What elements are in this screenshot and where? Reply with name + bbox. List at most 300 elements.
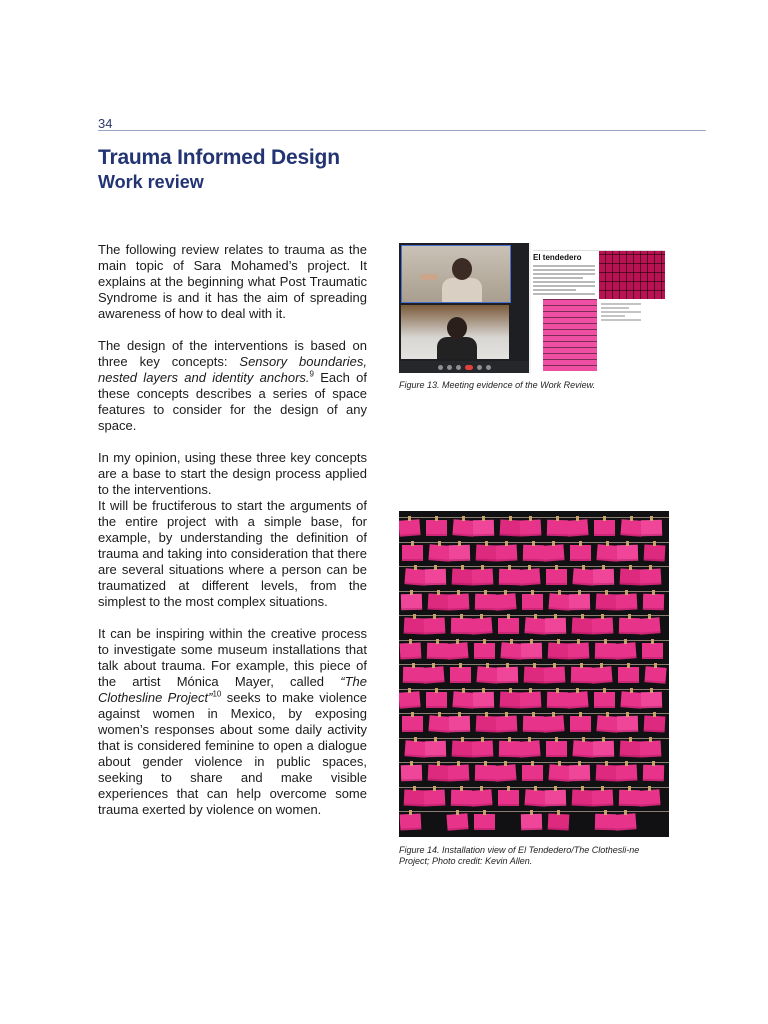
clothespin — [412, 663, 415, 668]
clothespin — [648, 786, 651, 791]
pink-note — [546, 569, 567, 585]
clothespin — [649, 565, 652, 570]
figure-13-image — [399, 243, 667, 373]
pink-note — [520, 691, 542, 708]
pink-note — [446, 813, 468, 831]
clothespin — [505, 712, 508, 717]
pink-note — [596, 764, 618, 781]
pink-note — [542, 715, 564, 733]
clothespin — [629, 565, 632, 570]
pink-note — [638, 617, 660, 635]
clothespin — [605, 761, 608, 766]
clothespin — [576, 516, 579, 521]
pink-note — [452, 740, 474, 757]
clothespin — [483, 639, 486, 644]
clothespin — [410, 590, 413, 595]
clothespin — [504, 590, 507, 595]
pink-note — [451, 789, 472, 806]
pink-note — [476, 544, 498, 561]
pink-note — [427, 642, 448, 659]
pink-note — [496, 544, 518, 561]
clothespin — [603, 688, 606, 693]
pink-note — [424, 617, 446, 634]
clothespin — [532, 541, 535, 546]
clothespin — [554, 614, 557, 619]
clothespin — [413, 614, 416, 619]
pink-note — [497, 667, 518, 684]
pink-note — [592, 617, 614, 634]
clothespin — [630, 688, 633, 693]
clothesline-wire — [399, 689, 669, 690]
clothespin — [456, 639, 459, 644]
clothespin — [462, 688, 465, 693]
pink-note — [400, 813, 422, 830]
clothespin — [414, 565, 417, 570]
clothesline-wire — [399, 517, 669, 518]
clothespin — [411, 712, 414, 717]
clothespin — [555, 737, 558, 742]
clothespin — [482, 516, 485, 521]
clothespin — [626, 712, 629, 717]
clothespin — [510, 639, 513, 644]
pink-note — [566, 691, 588, 709]
clothespin — [554, 786, 557, 791]
clothespin — [459, 663, 462, 668]
clothespin — [481, 737, 484, 742]
pink-note — [619, 618, 640, 635]
clothespin — [413, 786, 416, 791]
pink-note — [422, 666, 444, 684]
clothespin — [480, 786, 483, 791]
pink-note — [620, 740, 642, 757]
pink-note — [640, 568, 662, 585]
clothespin — [534, 786, 537, 791]
pink-note — [470, 789, 492, 807]
pink-note — [518, 740, 540, 758]
pink-note — [524, 617, 546, 635]
clothespin — [625, 761, 628, 766]
clothespin — [528, 737, 531, 742]
clothespin — [553, 663, 556, 668]
pink-note — [644, 715, 666, 732]
figure-13-caption: Figure 13. Meeting evidence of the Work Review. — [399, 380, 596, 390]
clothespin — [408, 688, 411, 693]
clothespin — [653, 541, 656, 546]
clothespin — [532, 712, 535, 717]
clothespin — [509, 516, 512, 521]
pink-note — [402, 545, 423, 561]
pink-note — [641, 520, 662, 537]
pink-note — [498, 618, 519, 634]
clothespin — [408, 516, 411, 521]
pink-note — [448, 764, 470, 781]
pink-note — [570, 716, 591, 732]
clothespin — [534, 614, 537, 619]
clothespin — [654, 663, 657, 668]
website-photo-1 — [599, 251, 665, 299]
pink-note — [547, 520, 568, 537]
pink-note — [594, 520, 615, 536]
clothespin — [414, 737, 417, 742]
clothespin — [604, 639, 607, 644]
pink-note — [620, 691, 642, 709]
pink-note — [548, 813, 570, 830]
figure-14-image — [399, 511, 669, 837]
clothespin — [437, 761, 440, 766]
pink-note — [494, 593, 516, 611]
clothespin — [483, 810, 486, 815]
body-text-column — [98, 242, 367, 818]
pink-note — [428, 715, 450, 733]
clothespin — [529, 688, 532, 693]
clothespin — [627, 663, 630, 668]
clothespin — [409, 810, 412, 815]
pink-note — [475, 593, 496, 610]
pink-note — [617, 544, 638, 561]
clothespin — [606, 541, 609, 546]
clothespin — [508, 565, 511, 570]
pink-note — [402, 716, 423, 732]
clothespin — [486, 663, 489, 668]
pink-note — [569, 765, 590, 782]
clothespin — [530, 810, 533, 815]
pink-note — [470, 617, 492, 635]
pink-note — [452, 519, 474, 537]
clothespin — [577, 639, 580, 644]
clothespin — [432, 663, 435, 668]
pink-note — [643, 765, 664, 782]
clothespin — [582, 737, 585, 742]
pink-note — [499, 740, 520, 757]
pink-note — [449, 716, 470, 733]
clothespin — [435, 516, 438, 521]
clothespin — [481, 565, 484, 570]
pink-note — [548, 593, 570, 611]
clothespin — [602, 737, 605, 742]
clothespin — [409, 639, 412, 644]
clothespin — [625, 590, 628, 595]
pink-note — [404, 617, 426, 634]
pink-note — [472, 568, 494, 585]
clothespin — [434, 737, 437, 742]
pink-note — [572, 789, 594, 806]
pink-note — [545, 618, 566, 635]
pink-note — [545, 789, 566, 806]
clothespin — [557, 810, 560, 815]
clothespin — [533, 663, 536, 668]
clothespin — [529, 516, 532, 521]
clothespin — [411, 541, 414, 546]
clothespin — [629, 737, 632, 742]
pink-note — [449, 544, 470, 561]
clothespin — [435, 688, 438, 693]
clothespin — [434, 565, 437, 570]
pink-note — [520, 519, 542, 536]
pink-note — [596, 544, 618, 562]
clothespin — [628, 786, 631, 791]
pink-note — [642, 643, 663, 659]
clothespin — [456, 810, 459, 815]
pink-note — [428, 764, 450, 781]
pink-note — [400, 642, 422, 659]
pink-note — [452, 568, 474, 585]
clothespin — [578, 761, 581, 766]
pink-note — [638, 789, 660, 807]
clothespin — [438, 541, 441, 546]
clothespin — [552, 541, 555, 546]
clothespin — [462, 516, 465, 521]
clothespin — [650, 516, 653, 521]
pink-note — [614, 813, 636, 831]
pink-note — [499, 569, 520, 586]
pink-note — [547, 691, 568, 708]
pink-note — [521, 814, 542, 831]
pink-note — [644, 544, 666, 561]
clothespin — [508, 737, 511, 742]
clothespin — [626, 541, 629, 546]
pink-note — [524, 666, 546, 683]
clothespin — [603, 516, 606, 521]
clothespin — [461, 565, 464, 570]
clothespin — [648, 614, 651, 619]
clothespin — [482, 688, 485, 693]
pink-note — [474, 643, 495, 659]
pink-note — [474, 814, 495, 830]
pink-note — [494, 764, 516, 782]
pink-note — [619, 789, 640, 806]
pink-note — [496, 715, 518, 732]
clothespin — [580, 663, 583, 668]
pink-note — [546, 741, 567, 757]
pink-note — [404, 568, 426, 586]
clothespin — [601, 786, 604, 791]
pink-note — [518, 568, 540, 586]
pink-note — [590, 666, 612, 684]
page-subtitle: Work review — [98, 172, 204, 192]
clothesline-wire — [399, 640, 669, 641]
pink-note — [620, 519, 642, 537]
clothespin — [578, 590, 581, 595]
header-rule — [98, 130, 706, 131]
pink-note — [476, 715, 498, 732]
clothespin — [556, 688, 559, 693]
footnote-ref-9: 9 — [309, 369, 314, 379]
clothespin — [652, 761, 655, 766]
pink-note — [428, 544, 450, 562]
clothespin — [458, 712, 461, 717]
pink-note — [399, 691, 421, 709]
clothespin — [531, 590, 534, 595]
pink-note — [424, 789, 446, 806]
project-name: “The Clothesline Project” — [98, 674, 367, 705]
pink-note — [596, 593, 618, 610]
pink-note — [616, 593, 638, 610]
clothespin — [556, 516, 559, 521]
clothespin — [484, 761, 487, 766]
clothespin — [579, 712, 582, 717]
clothespin — [505, 541, 508, 546]
pink-note — [450, 667, 471, 683]
paragraph-4: It will be fructiferous to start the arguments of the entire project with a simple base, for example, by understanding the definition of trauma and taking into consideration that there are several situations where a person can be traumatized at different levels, from the simplest to the most complex situations. — [98, 498, 367, 609]
clothespin — [558, 590, 561, 595]
pink-note — [569, 593, 590, 610]
clothespin — [552, 712, 555, 717]
call-toolbar — [399, 361, 529, 373]
pink-note — [595, 814, 616, 831]
pink-note — [570, 545, 591, 561]
key-concepts: Sensory boundaries, nested layers and identity anchors. — [98, 354, 367, 385]
clothespin — [530, 639, 533, 644]
pink-note — [473, 691, 494, 708]
clothespin — [433, 786, 436, 791]
clothespin — [606, 712, 609, 717]
pink-note — [451, 618, 472, 635]
clothespin — [558, 761, 561, 766]
page-title: Trauma Informed Design — [98, 146, 340, 169]
pink-note — [644, 666, 666, 684]
pink-note — [640, 740, 662, 757]
pink-note — [446, 642, 468, 660]
clothespin — [485, 541, 488, 546]
clothespin — [581, 614, 584, 619]
figure-14-caption: Figure 14. Installation view of El Tendedero/The Clothesli-ne Project; Photo credit: Kevin Allen. — [399, 845, 640, 866]
clothespin — [507, 786, 510, 791]
clothespin — [576, 688, 579, 693]
clothespin — [604, 810, 607, 815]
clothespin — [528, 565, 531, 570]
pink-note — [500, 519, 522, 536]
clothespin — [507, 614, 510, 619]
pink-note — [500, 642, 522, 660]
clothespin — [600, 663, 603, 668]
pink-note — [476, 666, 498, 684]
clothespin — [555, 565, 558, 570]
pink-note — [643, 593, 664, 610]
pink-note — [572, 617, 594, 634]
pink-note — [596, 715, 618, 733]
clothespin — [437, 590, 440, 595]
pink-note — [521, 642, 542, 659]
pink-note — [522, 594, 543, 610]
page-number: 34 — [98, 116, 113, 131]
pink-note — [595, 642, 616, 659]
clothespin — [652, 590, 655, 595]
pink-note — [523, 716, 544, 733]
clothespin — [602, 565, 605, 570]
pink-note — [403, 667, 424, 684]
website-photo-2 — [543, 299, 597, 371]
clothespin — [624, 810, 627, 815]
pink-note — [500, 691, 522, 708]
paragraph-5: It can be inspiring within the creative process to investigate some museum installations that talk about trauma. For example, this piece of the artist Mónica Mayer, called “The Clothesline Project”$^{10}$ seeks to make violence against women in Mexico, by exposing women’s responses about some daily activity that is considered feminine to open a dialogue about gender violence in public spaces, seeking to share and make visible experiences that can help overcome some trauma exerted by violence on women. — [98, 626, 368, 817]
clothespin — [458, 541, 461, 546]
pink-note — [399, 519, 421, 537]
clothespin — [650, 688, 653, 693]
clothespin — [509, 688, 512, 693]
pink-note — [401, 593, 422, 610]
pink-note — [572, 568, 594, 586]
clothespin — [485, 712, 488, 717]
clothespin — [651, 639, 654, 644]
clothespin — [630, 516, 633, 521]
pink-note — [522, 765, 543, 781]
clothespin — [410, 761, 413, 766]
pink-note — [448, 593, 470, 610]
pink-note — [620, 568, 642, 585]
pink-note — [425, 569, 446, 586]
clothesline-wire — [399, 811, 669, 812]
clothespin — [601, 614, 604, 619]
clothespin — [579, 541, 582, 546]
footnote-ref-10: 10 — [212, 689, 222, 699]
pink-note — [542, 544, 564, 562]
pink-note — [498, 790, 519, 806]
pink-note — [614, 642, 636, 660]
website-panel — [531, 243, 667, 373]
clothespin — [438, 712, 441, 717]
clothespin — [624, 639, 627, 644]
paragraph-2: The design of the interventions is based on three key concepts: Sensory boundaries, nested layers and identity anchors.$^9$ Each of these concepts describes a series of space features to consider for the design of any space. — [98, 338, 367, 433]
clothespin — [480, 614, 483, 619]
clothespin — [653, 712, 656, 717]
pink-note — [593, 740, 614, 757]
pink-note — [592, 789, 614, 806]
clothespin — [457, 590, 460, 595]
pink-note — [618, 667, 639, 683]
pink-note — [548, 764, 570, 782]
clothespin — [460, 786, 463, 791]
video-tile-participant — [401, 305, 509, 359]
pink-note — [568, 642, 590, 659]
video-tile-presenter — [401, 245, 511, 303]
pink-note — [572, 740, 594, 758]
pink-note — [548, 642, 570, 659]
pink-note — [473, 520, 494, 537]
pink-note — [544, 666, 566, 683]
clothespin — [628, 614, 631, 619]
pink-note — [594, 692, 615, 708]
video-call-panel — [399, 243, 529, 373]
clothespin — [436, 639, 439, 644]
clothespin — [506, 663, 509, 668]
clothespin — [461, 737, 464, 742]
clothespin — [582, 565, 585, 570]
clothespin — [649, 737, 652, 742]
clothespin — [557, 639, 560, 644]
pink-note — [428, 593, 450, 610]
clothespin — [605, 590, 608, 595]
pink-note — [404, 740, 426, 758]
pink-note — [425, 740, 446, 757]
pink-note — [641, 691, 662, 708]
pink-note — [566, 519, 588, 537]
pink-note — [593, 569, 614, 586]
website-logo: El tendedero — [533, 253, 582, 262]
pink-note — [475, 765, 496, 782]
pink-note — [617, 716, 638, 733]
pink-note — [426, 692, 447, 708]
pink-note — [404, 789, 426, 806]
paragraph-3: In my opinion, using these three key concepts are a base to start the design process applied to the interventions. — [98, 450, 367, 497]
pink-note — [523, 544, 544, 561]
pink-note — [616, 764, 638, 781]
clothespin — [504, 761, 507, 766]
clothespin — [581, 786, 584, 791]
pink-note — [452, 691, 474, 709]
pink-note — [401, 765, 422, 782]
clothespin — [460, 614, 463, 619]
pink-note — [472, 740, 494, 757]
